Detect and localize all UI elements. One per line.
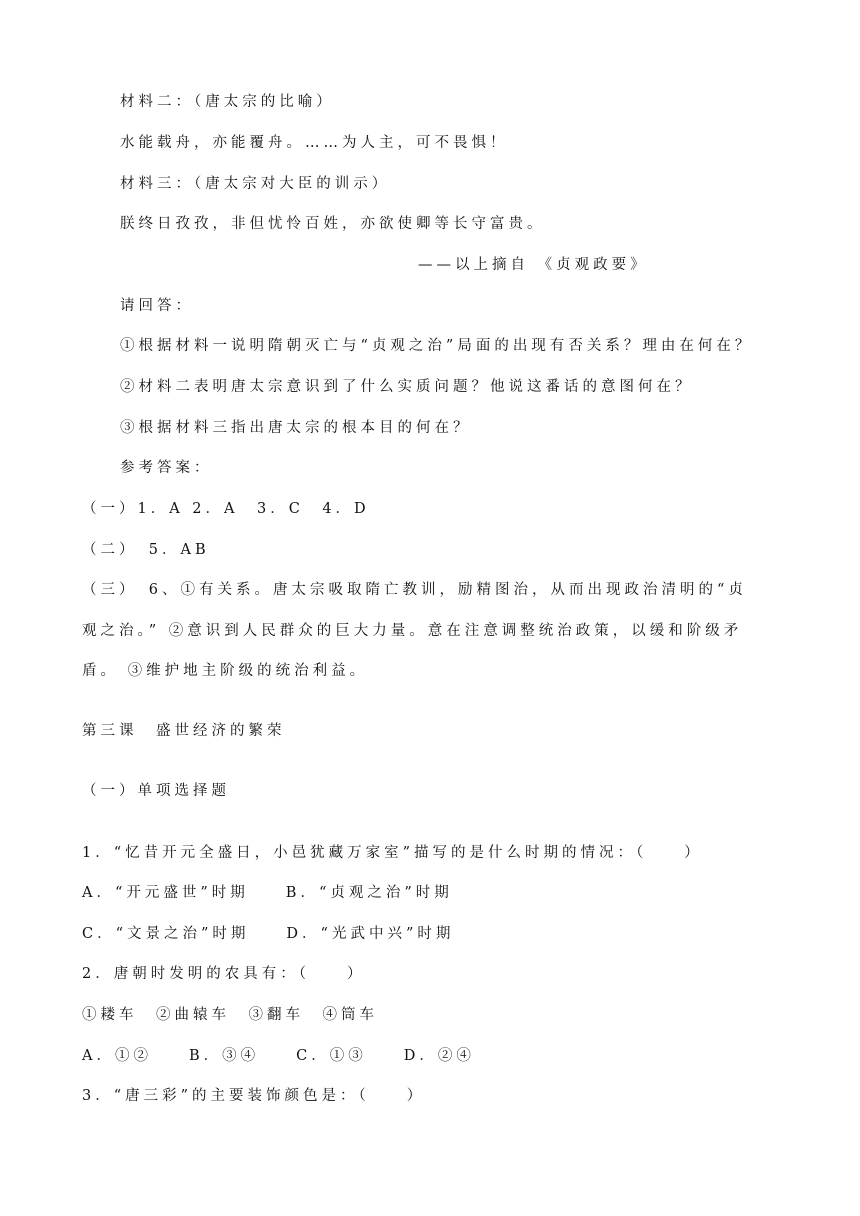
q1-options-row: C．“文景之治”时期 D．“光武中兴”时期 — [82, 926, 455, 942]
answer-line: 观之治。” ②意识到人民群众的巨大力量。意在注意调整统治政策，以缓和阶级矛 — [82, 623, 743, 639]
q2-items: ①耧车 ②曲辕车 ③翻车 ④筒车 — [82, 1007, 378, 1023]
q1-options-row: A．“开元盛世”时期 B．“贞观之治”时期 — [82, 885, 453, 901]
question-2: ②材料二表明唐太宗意识到了什么实质问题？他说这番话的意图何在？ — [120, 379, 694, 395]
material2-text: 水能载舟，亦能覆舟。……为人主，可不畏惧！ — [120, 135, 509, 151]
answer-prompt: 请回答： — [120, 298, 194, 314]
answer-line: （一）1．A 2．A 3．C 4．D — [82, 501, 370, 517]
material2-title: 材料二：（唐太宗的比喻） — [120, 94, 335, 110]
source-citation: ——以上摘自 《贞观政要》 — [418, 257, 649, 273]
material3-text: 朕终日孜孜，非但忧怜百姓，亦欲使卿等长守富贵。 — [120, 216, 546, 232]
q2-options-row: A．①② B．③④ C．①③ D．②④ — [82, 1048, 475, 1064]
question-1: ①根据材料一说明隋朝灭亡与“贞观之治”局面的出现有否关系？理由在何在？ — [120, 338, 754, 354]
lesson-title: 第三课 盛世经济的繁荣 — [82, 723, 286, 739]
answers-heading: 参考答案： — [120, 460, 213, 476]
q2-stem: 2．唐朝时发明的农具有：（ ） — [82, 966, 366, 982]
question-3: ③根据材料三指出唐太宗的根本目的何在？ — [120, 420, 472, 436]
answer-line: 盾。 ③维护地主阶级的统治利益。 — [82, 663, 369, 679]
section-title: （一）单项选择题 — [82, 783, 230, 799]
q1-stem: 1．“忆昔开元全盛日，小邑犹藏万家室”描写的是什么时期的情况：（ ） — [82, 845, 703, 861]
answer-line: （二） 5．AB — [82, 542, 210, 558]
material3-title: 材料三：（唐太宗对大臣的训示） — [120, 176, 391, 192]
answer-line: （三） 6、①有关系。唐太宗吸取隋亡教训，励精图治，从而出现政治清明的“贞 — [82, 582, 747, 598]
q3-stem: 3．“唐三彩”的主要装饰颜色是：（ ） — [82, 1088, 426, 1104]
